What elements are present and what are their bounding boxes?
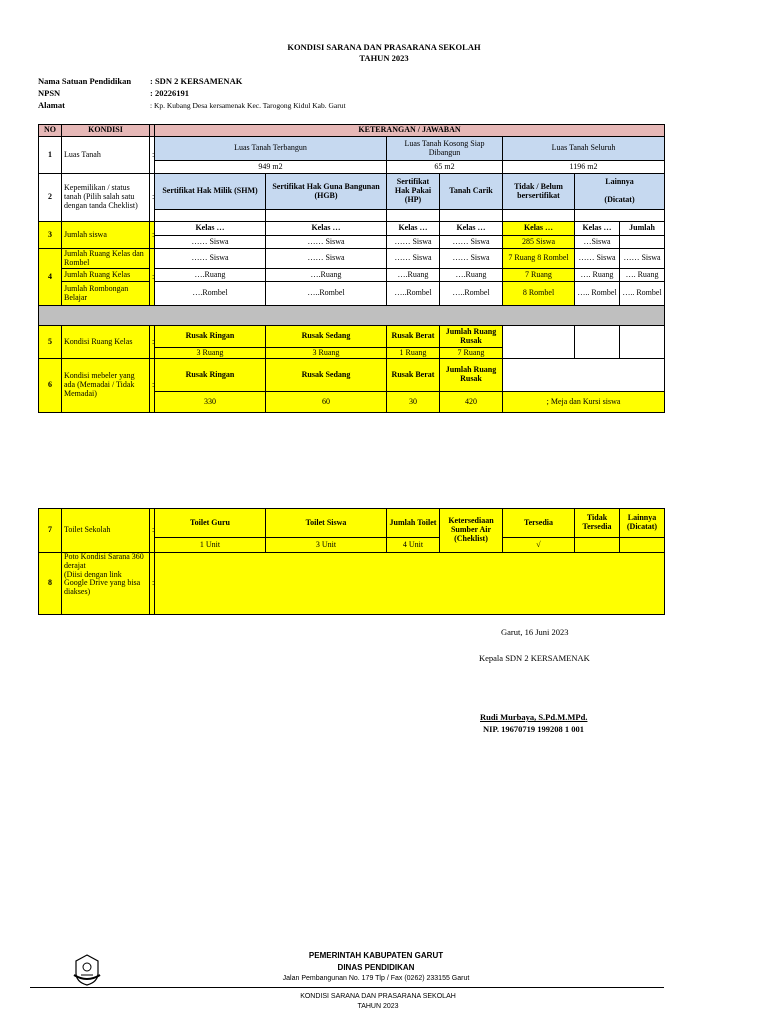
table-row: 1 Luas Tanah : Luas Tanah Terbangun Luas Tanah Kosong Siap Dibangun Luas Tanah Seluruh xyxy=(39,137,665,161)
row-label: Toilet Sekolah xyxy=(62,509,150,553)
school-name-label: Nama Satuan Pendidikan xyxy=(38,76,132,86)
hp-header: Sertifikat Hak Pakai (HP) xyxy=(387,174,440,210)
land-built-value: 949 m2 xyxy=(155,161,387,174)
row-label: Jumlah Ruang Kelas dan Rombel xyxy=(62,249,150,269)
dept-name: DINAS PENDIDIKAN xyxy=(337,963,415,972)
npsn-value: : 20226191 xyxy=(150,88,189,98)
table-row: 3 Ruang 3 Ruang 1 Ruang 7 Ruang xyxy=(39,348,665,359)
row-label: Jumlah siswa xyxy=(62,222,150,249)
row-number: 8 xyxy=(39,553,62,615)
photo-link-cell[interactable] xyxy=(155,553,665,615)
table-row: Jumlah Ruang Kelas ….Ruang ….Ruang ….Ruang ….Ruang 7 Ruang …. Ruang …. Ruang xyxy=(39,269,665,282)
page2-title: KONDISI SARANA DAN PRASARANA SEKOLAH xyxy=(300,993,456,1000)
table-row: 5 Kondisi Ruang Kelas : Rusak Ringan Rusak Sedang Rusak Berat Jumlah Ruang Rusak xyxy=(39,326,665,348)
table-row: 2 Kepemilikan / status tanah (Pilih salah satu dengan tanda Cheklist) : Sertifikat Hak Milik (SHM) Sertifikat Hak Guna Bangunan (HGB) Sertifikat Hak Pakai (HP) Tanah Carik Tidak / Belum bersertifikat Lainnya (Dicatat) xyxy=(39,174,665,210)
table-row: 330 60 30 420 ; Meja dan Kursi siswa xyxy=(39,392,665,413)
row-number: 7 xyxy=(39,509,62,553)
total-students-value: 285 Siswa xyxy=(503,236,575,249)
row-number: 6 xyxy=(39,359,62,413)
water-available-check: √ xyxy=(503,538,575,553)
land-empty-value: 65 m2 xyxy=(387,161,503,174)
header-kondisi: KONDISI xyxy=(62,125,150,137)
land-total-header: Luas Tanah Seluruh xyxy=(503,137,665,161)
hgb-header: Sertifikat Hak Guna Bangunan (HGB) xyxy=(266,174,387,210)
table-row: Jumlah Rombongan Belajar ….Rombel …..Rombel …..Rombel …..Rombel 8 Rombel ….. Rombel ….. Rombel xyxy=(39,282,665,306)
table-row: …… Siswa …… Siswa …… Siswa …… Siswa 285 Siswa …Siswa xyxy=(39,236,665,249)
npsn-label: NPSN xyxy=(38,88,61,98)
table-row: 7 Toilet Sekolah : Toilet Guru Toilet Siswa Jumlah Toilet Ketersediaan Sumber Air (Cheklist) Tersedia Tidak Tersedia Lainnya (Dicatat) xyxy=(39,509,665,538)
row-number: 2 xyxy=(39,174,62,222)
table-header-row xyxy=(39,125,665,137)
document-title: KONDISI SARANA DAN PRASARANA SEKOLAH xyxy=(287,42,481,52)
row-number: 1 xyxy=(39,137,62,174)
address-value: : Kp. Kubang Desa kersamenak Kec. Tarogong Kidul Kab. Garut xyxy=(150,101,346,110)
land-empty-header: Luas Tanah Kosong Siap Dibangun xyxy=(387,137,503,161)
row-number: 4 xyxy=(39,249,62,306)
separator-row xyxy=(39,306,665,326)
table-row: 6 Kondisi mebeler yang ada (Memadai / Tidak Memadai) : Rusak Ringan Rusak Sedang Rusak Berat Jumlah Ruang Rusak xyxy=(39,359,665,392)
page2-year: TAHUN 2023 xyxy=(357,1003,399,1010)
land-total-value: 1196 m2 xyxy=(503,161,665,174)
no-certificate-header: Tidak / Belum bersertifikat xyxy=(503,174,575,210)
row-label: Kondisi Ruang Kelas xyxy=(62,326,150,359)
letterhead-divider xyxy=(30,987,664,988)
signatory-name: Rudi Murbaya, S.Pd.M.MPd. xyxy=(480,712,588,722)
row-label: Poto Kondisi Sarana 360 derajat (Diisi dengan link Google Drive yang bisa diakses) xyxy=(62,553,150,615)
other-status-header: Lainnya (Dicatat) xyxy=(575,174,665,210)
signatory-nip: NIP. 19670719 199208 1 001 xyxy=(483,724,584,734)
furniture-note: ; Meja dan Kursi siswa xyxy=(503,392,665,413)
document-year: TAHUN 2023 xyxy=(359,53,409,63)
school-name-value: : SDN 2 KERSAMENAK xyxy=(150,76,243,86)
row-label: Kondisi mebeler yang ada (Memadai / Tidak Memadai) xyxy=(62,359,150,413)
condition-table xyxy=(38,124,665,413)
land-built-header: Luas Tanah Terbangun xyxy=(155,137,387,161)
table-row: 3 Jumlah siswa : Kelas … Kelas … Kelas … Kelas … Kelas … Kelas … Jumlah xyxy=(39,222,665,236)
tanah-carik-header: Tanah Carik xyxy=(440,174,503,210)
header-no: NO xyxy=(39,125,62,137)
dept-address: Jalan Pembangunan No. 179 Tlp / Fax (0262) 233155 Garut xyxy=(282,975,470,982)
row-number: 5 xyxy=(39,326,62,359)
shm-header: Sertifikat Hak Milik (SHM) xyxy=(155,174,266,210)
table-row: 4 Jumlah Ruang Kelas dan Rombel : …… Siswa …… Siswa …… Siswa …… Siswa 7 Ruang 8 Rombel …… Siswa …… Siswa xyxy=(39,249,665,269)
table-row: 1 Unit 3 Unit 4 Unit √ xyxy=(39,538,665,553)
address-label: Alamat xyxy=(38,100,65,110)
signatory-role: Kepala SDN 2 KERSAMENAK xyxy=(479,653,590,663)
row-label: Kepemilikan / status tanah (Pilih salah satu dengan tanda Cheklist) xyxy=(62,174,150,222)
row-label: Jumlah Ruang Kelas xyxy=(62,269,150,282)
table-row: 8 Poto Kondisi Sarana 360 derajat (Diisi dengan link Google Drive yang bisa diakses) : xyxy=(39,553,665,615)
header-keterangan: KETERANGAN / JAWABAN xyxy=(155,125,665,137)
toilet-table xyxy=(38,508,665,615)
row-number: 3 xyxy=(39,222,62,249)
place-date: Garut, 16 Juni 2023 xyxy=(501,627,569,637)
row-label: Jumlah Rombongan Belajar xyxy=(62,282,150,306)
row-label: Luas Tanah xyxy=(62,137,150,174)
gov-name: PEMERINTAH KABUPATEN GARUT xyxy=(308,951,444,960)
